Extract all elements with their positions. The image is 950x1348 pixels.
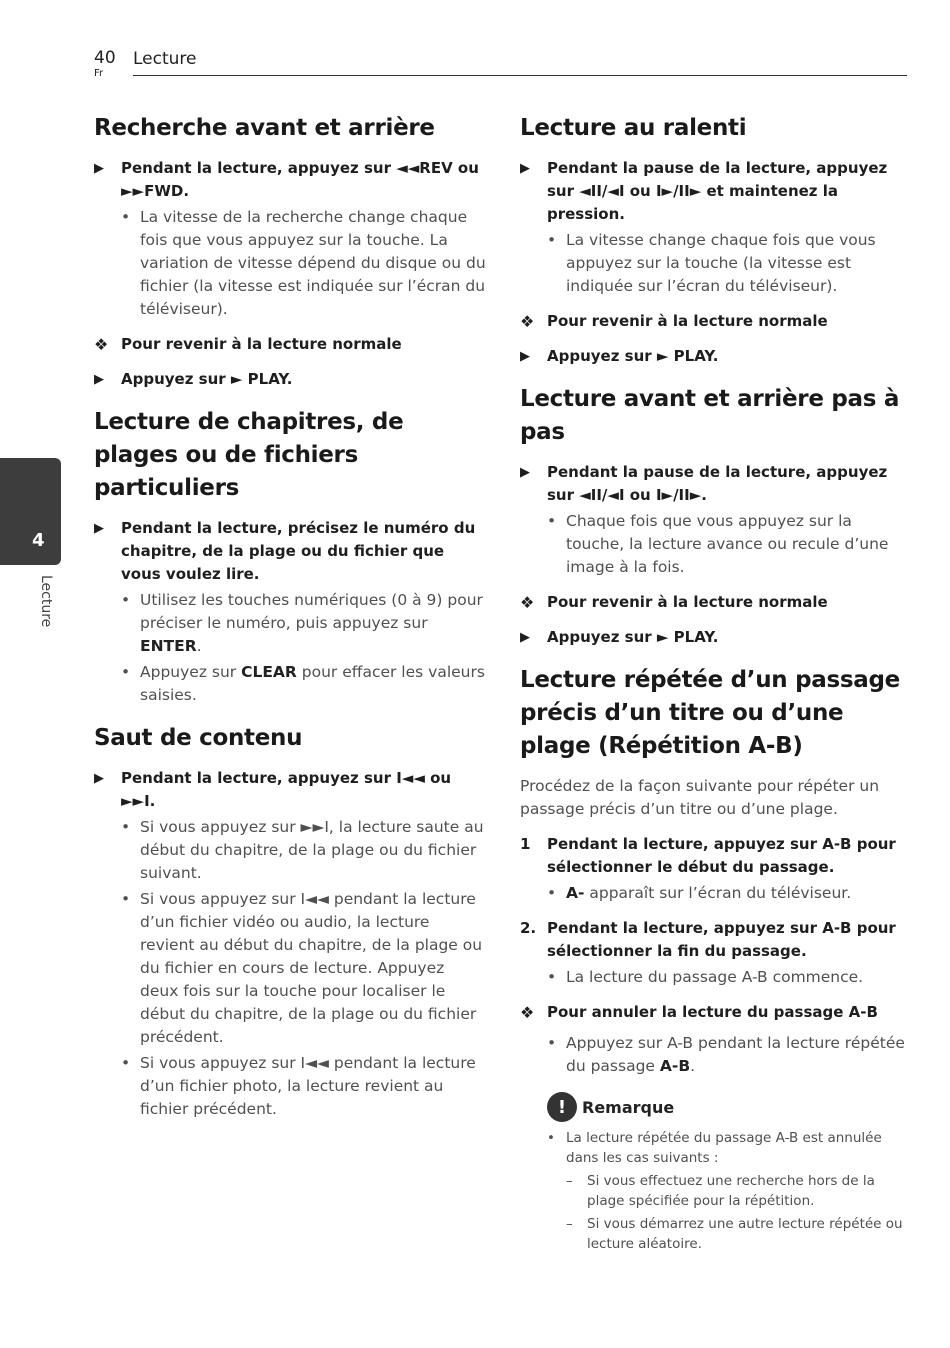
- step-number: 2.: [520, 919, 537, 937]
- right-column: [520, 112, 912, 1257]
- bullet-icon: •: [121, 890, 131, 908]
- bullet-icon: •: [547, 231, 557, 249]
- note-dash-item: [520, 1214, 912, 1254]
- remark-title: Remarque: [582, 1097, 675, 1117]
- arrow-icon: ▶: [520, 630, 530, 645]
- bullet-icon: •: [121, 591, 131, 609]
- step-text: Pendant la lecture, appuyez sur A-B pour sélectionner la fin du passage.: [547, 919, 896, 960]
- instruction-step: [94, 767, 486, 813]
- instruction-step: [520, 157, 912, 226]
- bullet-item: [94, 589, 486, 658]
- dash-icon: –: [566, 1216, 573, 1232]
- section-title-repetition-ab: Lecture répétée d’un passage précis d’un titre ou d’une plage (Répétition A-B): [520, 667, 900, 759]
- bullet-text: [566, 1032, 912, 1078]
- bullet-text-post: apparaît sur l’écran du téléviseur.: [584, 884, 852, 902]
- note-bullet: [520, 1128, 912, 1168]
- step-text: Appuyez sur ► PLAY.: [121, 370, 293, 388]
- bullet-item: [94, 206, 486, 321]
- bullet-item: [94, 816, 486, 885]
- bullet-icon: •: [121, 1054, 131, 1072]
- bullet-item: [520, 1032, 912, 1078]
- page-language: Fr: [94, 68, 104, 79]
- bullet-icon: •: [547, 884, 557, 902]
- step-text: Pendant la lecture, appuyez sur I◄◄ ou ►►I.: [121, 769, 452, 810]
- return-heading: [520, 310, 912, 333]
- bullet-icon: •: [547, 512, 557, 530]
- remark-heading: [520, 1092, 912, 1122]
- bullet-icon: •: [547, 1034, 557, 1052]
- chapter-tab: [0, 458, 61, 565]
- section-title-recherche: Recherche avant et arrière: [94, 115, 435, 141]
- return-heading-text: Pour revenir à la lecture normale: [547, 312, 828, 330]
- bullet-icon: •: [547, 1130, 555, 1146]
- return-heading: [520, 591, 912, 614]
- bullet-icon: •: [121, 208, 131, 226]
- bullet-item: [94, 888, 486, 1049]
- key-name: ENTER: [140, 637, 197, 655]
- instruction-step: [94, 368, 486, 391]
- bullet-text: Si vous appuyez sur ►►I, la lecture saute au début du chapitre, de la plage ou du fichier suivant.: [140, 818, 484, 882]
- bullet-item: [520, 966, 912, 989]
- instruction-step: [520, 626, 912, 649]
- key-name: A-B: [659, 1057, 691, 1075]
- step-number: 1: [520, 835, 531, 853]
- bullet-text: Si vous appuyez sur I◄◄ pendant la lecture d’un fichier photo, la lecture revient au fichier précédent.: [140, 1054, 476, 1118]
- step-text: Pendant la lecture, précisez le numéro du chapitre, de la plage ou du fichier que vous voulez lire.: [121, 519, 476, 583]
- diamond-icon: ❖: [520, 312, 535, 331]
- section-title-chapitres: Lecture de chapitres, de plages ou de fichiers particuliers: [94, 409, 404, 501]
- page-number: 40: [94, 48, 116, 68]
- bullet-text-pre: Appuyez sur A-B pendant la lecture répétée du passage: [566, 1034, 905, 1075]
- key-name: CLEAR: [241, 663, 297, 681]
- bullet-icon: •: [547, 968, 557, 986]
- step-text: Pendant la pause de la lecture, appuyez sur ◄II/◄I ou I►/II►.: [547, 463, 888, 504]
- exclamation-icon: !: [547, 1092, 577, 1122]
- bullet-text: [566, 882, 912, 905]
- key-name: A-: [566, 884, 585, 902]
- bullet-text-post: .: [690, 1057, 696, 1075]
- return-heading-text: Pour revenir à la lecture normale: [121, 335, 402, 353]
- bullet-text: [140, 661, 486, 707]
- step-text: Pendant la lecture, appuyez sur A-B pour sélectionner le début du passage.: [547, 835, 896, 876]
- bullet-item: [520, 510, 912, 579]
- arrow-icon: ▶: [520, 465, 530, 480]
- intro-paragraph: Procédez de la façon suivante pour répéter un passage précis d’un titre ou d’une plage.: [520, 777, 880, 818]
- numbered-step: [520, 917, 912, 963]
- section-title-saut: Saut de contenu: [94, 725, 303, 751]
- section-title-pas-a-pas: Lecture avant et arrière pas à pas: [520, 386, 900, 445]
- note-text: Si vous démarrez une autre lecture répétée ou lecture aléatoire.: [587, 1216, 903, 1252]
- header-rule: [133, 75, 907, 76]
- instruction-step: [520, 461, 912, 507]
- step-text: Appuyez sur ► PLAY.: [547, 347, 719, 365]
- return-heading: [94, 333, 486, 356]
- arrow-icon: ▶: [520, 161, 530, 176]
- diamond-icon: ❖: [94, 335, 109, 354]
- bullet-text-pre: Utilisez les touches numériques (0 à 9) pour préciser le numéro, puis appuyez sur: [140, 591, 483, 632]
- cancel-heading-text: Pour annuler la lecture du passage A-B: [547, 1003, 878, 1021]
- chapter-tab-number: 4: [32, 530, 45, 551]
- bullet-icon: •: [121, 663, 131, 681]
- cancel-heading: [520, 1001, 912, 1024]
- bullet-text: [140, 589, 486, 658]
- arrow-icon: ▶: [94, 771, 104, 786]
- bullet-text-post: pour effacer les valeurs saisies.: [140, 663, 485, 704]
- note-text: Si vous effectuez une recherche hors de la plage spécifiée pour la répétition.: [587, 1173, 875, 1209]
- note-text: La lecture répétée du passage A-B est annulée dans les cas suivants :: [566, 1130, 882, 1166]
- instruction-step: [520, 345, 912, 368]
- arrow-icon: ▶: [94, 161, 104, 176]
- left-column: [94, 112, 486, 1124]
- bullet-text: La vitesse change chaque fois que vous appuyez sur la touche (la vitesse est indiquée sur l’écran du téléviseur).: [566, 231, 876, 295]
- arrow-icon: ▶: [520, 349, 530, 364]
- section-title-ralenti: Lecture au ralenti: [520, 115, 747, 141]
- numbered-step: [520, 833, 912, 879]
- note-dash-item: [520, 1171, 912, 1211]
- diamond-icon: ❖: [520, 1003, 535, 1022]
- arrow-icon: ▶: [94, 521, 104, 536]
- header-title: Lecture: [133, 49, 197, 69]
- return-heading-text: Pour revenir à la lecture normale: [547, 593, 828, 611]
- step-text: Pendant la lecture, appuyez sur ◄◄REV ou ►►FWD.: [121, 159, 479, 200]
- step-text: Appuyez sur ► PLAY.: [547, 628, 719, 646]
- bullet-item: [94, 661, 486, 707]
- bullet-icon: •: [121, 818, 131, 836]
- bullet-text: Si vous appuyez sur I◄◄ pendant la lecture d’un fichier vidéo ou audio, la lecture revient au début du chapitre, de la plage ou du fichier en cours de lecture. Appuyez deux fois sur la touche pour localiser le début du chapitre, de la plage ou du fichier précédent.: [140, 890, 483, 1046]
- bullet-item: [520, 229, 912, 298]
- bullet-text: La lecture du passage A-B commence.: [566, 968, 864, 986]
- bullet-item: [94, 1052, 486, 1121]
- bullet-item: [520, 882, 912, 905]
- diamond-icon: ❖: [520, 593, 535, 612]
- chapter-tab-label: Lecture: [38, 575, 54, 628]
- instruction-step: [94, 517, 486, 586]
- bullet-text: Chaque fois que vous appuyez sur la touche, la lecture avance ou recule d’une image à la fois.: [566, 512, 889, 576]
- arrow-icon: ▶: [94, 372, 104, 387]
- bullet-text-post: .: [196, 637, 202, 655]
- step-text: Pendant la pause de la lecture, appuyez sur ◄II/◄I ou I►/II► et maintenez la pression.: [547, 159, 888, 223]
- instruction-step: [94, 157, 486, 203]
- bullet-text: La vitesse de la recherche change chaque fois que vous appuyez sur la touche. La variation de vitesse dépend du disque ou du fichier (la vitesse est indiquée sur l’écran du téléviseur).: [140, 208, 486, 318]
- bullet-text-pre: Appuyez sur: [140, 663, 242, 681]
- page-header: [94, 48, 907, 78]
- dash-icon: –: [566, 1173, 573, 1189]
